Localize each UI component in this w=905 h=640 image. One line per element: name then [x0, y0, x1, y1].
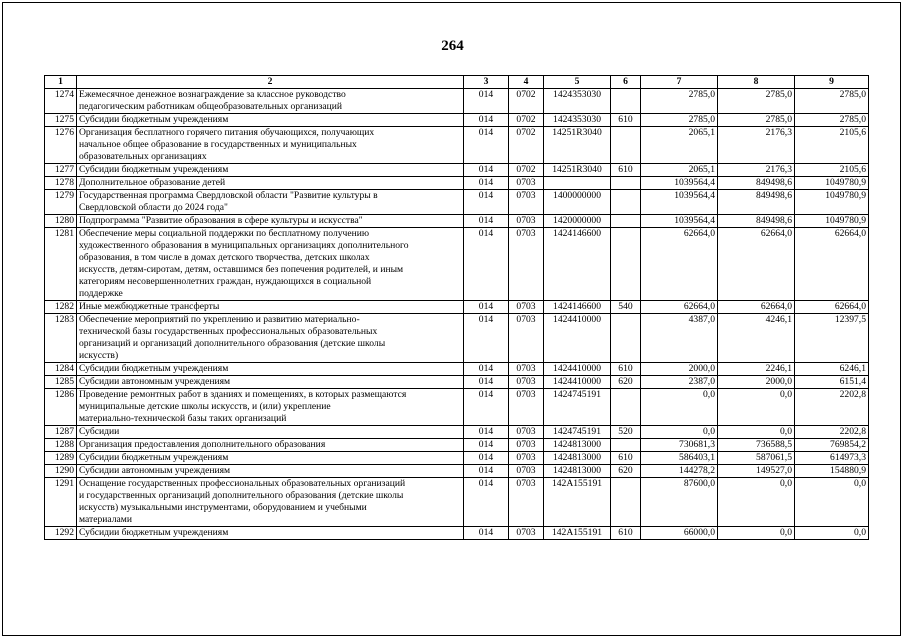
target-code: [544, 177, 611, 190]
row-number: 1283: [45, 314, 77, 363]
column-header: 4: [509, 76, 544, 89]
amount-col7: 62664,0: [641, 228, 718, 301]
amount-col7: 2000,0: [641, 363, 718, 376]
admin-code: 014: [464, 89, 509, 114]
section-code: 0703: [509, 465, 544, 478]
expense-type-code: [611, 478, 641, 527]
section-code: 0703: [509, 228, 544, 301]
row-description: [77, 228, 464, 301]
row-description: [77, 363, 464, 376]
expense-type-code: [611, 127, 641, 164]
target-code: 14251R3040: [544, 164, 611, 177]
row-number: 1277: [45, 164, 77, 177]
amount-col7: 1039564,4: [641, 215, 718, 228]
section-code: 0703: [509, 301, 544, 314]
description-line: Ежемесячное денежное вознаграждение за классное руководство: [79, 89, 346, 100]
amount-col9: 1049780,9: [795, 190, 869, 215]
amount-col7: 4387,0: [641, 314, 718, 363]
table-row: [45, 363, 869, 376]
section-code: 0702: [509, 114, 544, 127]
amount-col7: 1039564,4: [641, 177, 718, 190]
description-line: материально-технической базы таких организаций: [79, 413, 287, 424]
amount-col8: 62664,0: [718, 228, 795, 301]
row-description: [77, 314, 464, 363]
amount-col7: 2785,0: [641, 89, 718, 114]
amount-col7: 144278,2: [641, 465, 718, 478]
amount-col8: 2176,3: [718, 127, 795, 164]
section-code: 0703: [509, 215, 544, 228]
section-code: 0703: [509, 363, 544, 376]
amount-col7: 87600,0: [641, 478, 718, 527]
expense-type-code: 610: [611, 452, 641, 465]
amount-col7: 2065,1: [641, 164, 718, 177]
description-line: Организация бесплатного горячего питания обучающихся, получающих: [79, 127, 375, 138]
target-code: 1424745191: [544, 426, 611, 439]
expense-type-code: [611, 389, 641, 426]
column-header: 5: [544, 76, 611, 89]
column-header: 3: [464, 76, 509, 89]
amount-col7: 0,0: [641, 426, 718, 439]
expense-type-code: 620: [611, 465, 641, 478]
description-line: Субсидии бюджетным учреждениям: [79, 164, 229, 175]
row-number: 1286: [45, 389, 77, 426]
amount-col7: 62664,0: [641, 301, 718, 314]
description-line: Субсидии бюджетным учреждениям: [79, 114, 229, 125]
table-row: [45, 452, 869, 465]
description-line: Государственная программа Свердловской области "Развитие культуры в: [79, 190, 378, 201]
table-row: [45, 389, 869, 426]
description-line: Субсидии бюджетным учреждениям: [79, 363, 229, 374]
row-description: [77, 527, 464, 540]
row-description: [77, 177, 464, 190]
admin-code: 014: [464, 376, 509, 389]
section-code: 0703: [509, 376, 544, 389]
expense-type-code: [611, 439, 641, 452]
amount-col8: 0,0: [718, 527, 795, 540]
row-description: [77, 376, 464, 389]
expense-type-code: [611, 190, 641, 215]
target-code: 1424353030: [544, 89, 611, 114]
amount-col8: 2785,0: [718, 114, 795, 127]
admin-code: 014: [464, 426, 509, 439]
amount-col7: 730681,3: [641, 439, 718, 452]
description-line: образовательных организациях: [79, 151, 207, 162]
description-line: поддержке: [79, 288, 123, 299]
amount-col9: 2202,8: [795, 426, 869, 439]
row-number: 1289: [45, 452, 77, 465]
table-row: [45, 127, 869, 164]
expense-type-code: 620: [611, 376, 641, 389]
expense-type-code: [611, 177, 641, 190]
description-line: искусств): [79, 350, 119, 361]
table-row: [45, 301, 869, 314]
amount-col9: 2105,6: [795, 127, 869, 164]
row-description: [77, 127, 464, 164]
amount-col9: 6151,4: [795, 376, 869, 389]
amount-col8: 587061,5: [718, 452, 795, 465]
description-line: технической базы государственных профессиональных образовательных: [79, 326, 378, 337]
row-description: [77, 190, 464, 215]
target-code: 1424813000: [544, 465, 611, 478]
description-line: художественного образования в муниципальных организациях дополнительного: [79, 240, 409, 251]
target-code: 1424146600: [544, 228, 611, 301]
target-code: 1424410000: [544, 363, 611, 376]
admin-code: 014: [464, 478, 509, 527]
description-line: Организация предоставления дополнительного образования: [79, 439, 326, 450]
amount-col8: 62664,0: [718, 301, 795, 314]
admin-code: 014: [464, 127, 509, 164]
description-line: Подпрограмма "Развитие образования в сфере культуры и искусства": [79, 215, 363, 226]
target-code: 1424146600: [544, 301, 611, 314]
admin-code: 014: [464, 389, 509, 426]
table-row: [45, 465, 869, 478]
section-code: 0702: [509, 127, 544, 164]
target-code: 142A155191: [544, 478, 611, 527]
target-code: 1424353030: [544, 114, 611, 127]
table-row: [45, 177, 869, 190]
amount-col8: 849498,6: [718, 215, 795, 228]
amount-col9: 62664,0: [795, 301, 869, 314]
description-line: и государственных организаций дополнительного образования (детские школы: [79, 490, 404, 501]
description-line: искусств) музыкальными инструментами, оборудованием и учебными: [79, 502, 367, 513]
admin-code: 014: [464, 527, 509, 540]
amount-col9: 62664,0: [795, 228, 869, 301]
amount-col8: 0,0: [718, 389, 795, 426]
target-code: 1400000000: [544, 190, 611, 215]
admin-code: 014: [464, 314, 509, 363]
expense-type-code: 610: [611, 363, 641, 376]
amount-col8: 0,0: [718, 426, 795, 439]
table-row: [45, 89, 869, 114]
description-line: материалами: [79, 514, 132, 525]
expense-type-code: 520: [611, 426, 641, 439]
page-number: 264: [441, 38, 464, 54]
amount-col9: 2785,0: [795, 114, 869, 127]
row-number: 1282: [45, 301, 77, 314]
amount-col9: 2785,0: [795, 89, 869, 114]
admin-code: 014: [464, 465, 509, 478]
column-header: 1: [45, 76, 77, 89]
column-header: 6: [611, 76, 641, 89]
row-description: [77, 89, 464, 114]
description-line: образования, в том числе в домах детского творчества, детских школах: [79, 252, 370, 263]
row-number: 1285: [45, 376, 77, 389]
row-description: [77, 452, 464, 465]
row-number: 1287: [45, 426, 77, 439]
row-number: 1288: [45, 439, 77, 452]
section-code: 0703: [509, 478, 544, 527]
admin-code: 014: [464, 452, 509, 465]
column-header: 7: [641, 76, 718, 89]
section-code: 0703: [509, 439, 544, 452]
description-line: Субсидии: [79, 426, 120, 437]
description-line: Свердловской области до 2024 года": [79, 202, 228, 213]
expense-type-code: 610: [611, 527, 641, 540]
expense-type-code: 540: [611, 301, 641, 314]
expense-type-code: [611, 228, 641, 301]
description-line: искусств, детям-сиротам, детям, оставшимся без попечения родителей, и иным: [79, 264, 404, 275]
target-code: 1424410000: [544, 376, 611, 389]
description-line: организаций и организаций дополнительного образования (детские школы: [79, 338, 386, 349]
amount-col7: 2785,0: [641, 114, 718, 127]
amount-col8: 4246,1: [718, 314, 795, 363]
description-line: начальное общее образование в государственных и муниципальных: [79, 139, 357, 150]
amount-col9: 6246,1: [795, 363, 869, 376]
row-number: 1279: [45, 190, 77, 215]
row-description: [77, 465, 464, 478]
table-row: [45, 478, 869, 527]
description-line: Оснащение государственных профессиональных образовательных организаций: [79, 478, 406, 489]
amount-col9: 2202,8: [795, 389, 869, 426]
expense-type-code: 610: [611, 114, 641, 127]
target-code: 14251R3040: [544, 127, 611, 164]
table-row: [45, 439, 869, 452]
row-number: 1280: [45, 215, 77, 228]
section-code: 0703: [509, 177, 544, 190]
admin-code: 014: [464, 363, 509, 376]
target-code: 1424410000: [544, 314, 611, 363]
amount-col8: 2000,0: [718, 376, 795, 389]
amount-col9: 0,0: [795, 478, 869, 527]
description-line: Дополнительное образование детей: [79, 177, 226, 188]
description-line: Обеспечение мероприятий по укреплению и развитию материально-: [79, 314, 360, 325]
description-line: Субсидии автономным учреждениям: [79, 376, 231, 387]
table-row: [45, 314, 869, 363]
section-code: 0703: [509, 314, 544, 363]
section-code: 0703: [509, 527, 544, 540]
description-line: категориям несовершеннолетних граждан, нуждающихся в социальной: [79, 276, 372, 287]
admin-code: 014: [464, 190, 509, 215]
row-number: 1278: [45, 177, 77, 190]
amount-col8: 0,0: [718, 478, 795, 527]
admin-code: 014: [464, 177, 509, 190]
target-code: 1424813000: [544, 452, 611, 465]
expense-type-code: [611, 314, 641, 363]
amount-col7: 2065,1: [641, 127, 718, 164]
description-line: Обеспечение меры социальной поддержки по бесплатному получению: [79, 228, 370, 239]
expense-type-code: [611, 215, 641, 228]
table-row: [45, 114, 869, 127]
row-number: 1290: [45, 465, 77, 478]
admin-code: 014: [464, 164, 509, 177]
row-description: [77, 478, 464, 527]
description-line: муниципальные детские школы искусств, и (или) укрепление: [79, 401, 331, 412]
amount-col8: 849498,6: [718, 177, 795, 190]
amount-col8: 849498,6: [718, 190, 795, 215]
table-row: [45, 527, 869, 540]
amount-col9: 12397,5: [795, 314, 869, 363]
amount-col9: 614973,3: [795, 452, 869, 465]
target-code: 1420000000: [544, 215, 611, 228]
amount-col9: 154880,9: [795, 465, 869, 478]
amount-col8: 149527,0: [718, 465, 795, 478]
table-row: [45, 376, 869, 389]
amount-col7: 0,0: [641, 389, 718, 426]
target-code: 1424813000: [544, 439, 611, 452]
row-description: [77, 114, 464, 127]
expense-type-code: 610: [611, 164, 641, 177]
description-line: Субсидии бюджетным учреждениям: [79, 527, 229, 538]
row-number: 1284: [45, 363, 77, 376]
section-code: 0703: [509, 190, 544, 215]
amount-col7: 66000,0: [641, 527, 718, 540]
column-header: 2: [77, 76, 464, 89]
amount-col7: 1039564,4: [641, 190, 718, 215]
amount-col9: 1049780,9: [795, 177, 869, 190]
amount-col8: 2246,1: [718, 363, 795, 376]
expense-type-code: [611, 89, 641, 114]
admin-code: 014: [464, 301, 509, 314]
table-row: [45, 215, 869, 228]
row-description: [77, 439, 464, 452]
section-code: 0703: [509, 452, 544, 465]
admin-code: 014: [464, 439, 509, 452]
amount-col7: 2387,0: [641, 376, 718, 389]
row-number: 1274: [45, 89, 77, 114]
amount-col7: 586403,1: [641, 452, 718, 465]
column-header: 8: [718, 76, 795, 89]
budget-table: [44, 75, 869, 540]
admin-code: 014: [464, 228, 509, 301]
table-row: [45, 190, 869, 215]
amount-col8: 2785,0: [718, 89, 795, 114]
description-line: педагогическим работникам общеобразовательных организаций: [79, 101, 343, 112]
target-code: 1424745191: [544, 389, 611, 426]
section-code: 0703: [509, 389, 544, 426]
amount-col9: 769854,2: [795, 439, 869, 452]
table-row: [45, 426, 869, 439]
table-row: [45, 228, 869, 301]
amount-col9: 2105,6: [795, 164, 869, 177]
amount-col9: 1049780,9: [795, 215, 869, 228]
section-code: 0702: [509, 164, 544, 177]
header-row: [45, 76, 869, 89]
row-description: [77, 164, 464, 177]
row-number: 1276: [45, 127, 77, 164]
admin-code: 014: [464, 215, 509, 228]
row-description: [77, 215, 464, 228]
description-line: Субсидии бюджетным учреждениям: [79, 452, 229, 463]
table-body: [45, 89, 869, 540]
description-line: Иные межбюджетные трансферты: [79, 301, 220, 312]
description-line: Субсидии автономным учреждениям: [79, 465, 231, 476]
table-row: [45, 164, 869, 177]
row-description: [77, 301, 464, 314]
description-line: Проведение ремонтных работ в зданиях и помещениях, в которых размещаются: [79, 389, 407, 400]
admin-code: 014: [464, 114, 509, 127]
row-description: [77, 389, 464, 426]
section-code: 0703: [509, 426, 544, 439]
row-number: 1275: [45, 114, 77, 127]
amount-col9: 0,0: [795, 527, 869, 540]
amount-col8: 736588,5: [718, 439, 795, 452]
row-description: [77, 426, 464, 439]
section-code: 0702: [509, 89, 544, 114]
target-code: 142A155191: [544, 527, 611, 540]
column-header: 9: [795, 76, 869, 89]
row-number: 1281: [45, 228, 77, 301]
amount-col8: 2176,3: [718, 164, 795, 177]
row-number: 1292: [45, 527, 77, 540]
row-number: 1291: [45, 478, 77, 527]
